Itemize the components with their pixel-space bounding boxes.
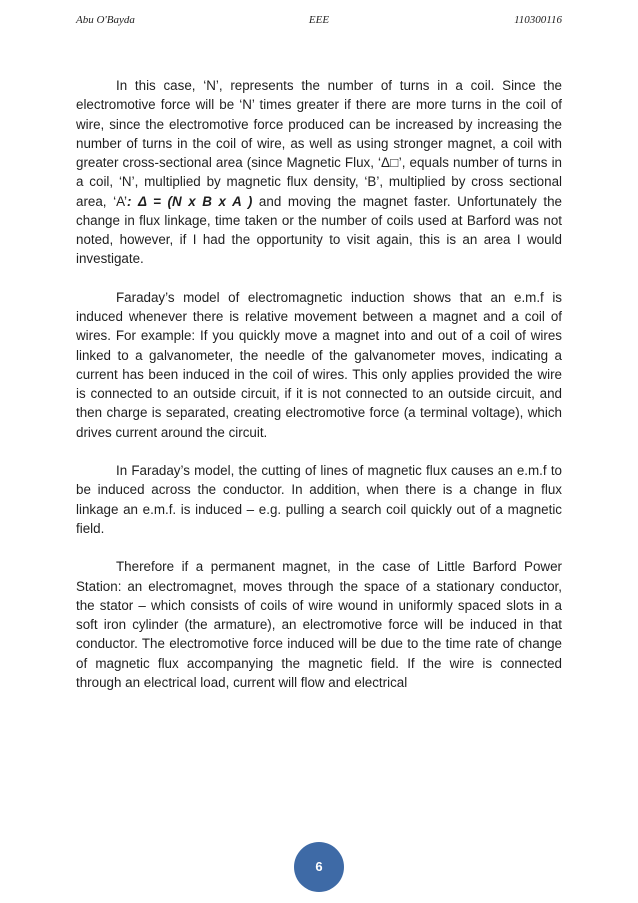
page-header bbox=[76, 14, 562, 30]
paragraph-1 bbox=[76, 76, 562, 269]
header-id: 110300116 bbox=[514, 14, 562, 26]
paragraph-3: In Faraday’s model, the cutting of lines of magnetic flux causes an e.m.f to be induced across the conductor. In addition, when there is a change in flux linkage an e.m.f. is induced – e.g. pulling a search coil quickly out of a magnetic field. bbox=[76, 463, 562, 536]
paragraph-4: Therefore if a permanent magnet, in the case of Little Barford Power Station: an electromagnet, moves through the space of a stationary conductor, the stator – which consists of coils of wire wound in uniformly spaced slots in a soft iron cylinder (the armature), an electromotive force will be induced in that conductor. The electromotive force induced will be due to the time rate of change of magnetic flux accompanying the magnetic field. If the wire is connected through an electrical load, current will flow and electrical bbox=[76, 559, 562, 690]
flux-formula: : Δ = (N x B x A ) bbox=[127, 193, 253, 209]
paragraph-1-text-a: In this case, ‘N’, represents the number of turns in a coil. Since the electromotive force will be ‘N’ times greater if there are more turns in the coil of wire, since the electromotive force produced can be increased by increasing the number of turns in the coil of wire, as well as using stronger magnet, a coil with greater cross-sectional area (since Magnetic Flux, ‘Δ□’, equals number of turns in a coil, ‘N’, multiplied by magnetic flux density, ‘B’, multiplied by cross sectional area, ‘A’ bbox=[76, 78, 562, 209]
page-number-badge: 6 bbox=[294, 842, 344, 892]
header-subject: EEE bbox=[308, 14, 330, 26]
paragraph-2: Faraday’s model of electromagnetic induction shows that an e.m.f is induced whenever there is relative movement between a magnet and a coil of wires. For example: If you quickly move a magnet into and out of a coil of wires linked to a galvanometer, the needle of the galvanometer moves, indicating a current has been induced in the coil of wires. This only applies provided the wire is connected to an outside circuit, if it is not connected to an outside circuit, and then charge is separated, creating electromotive force (a terminal voltage), which drives current around the circuit. bbox=[76, 289, 562, 440]
document-body bbox=[76, 76, 562, 711]
header-author: Abu O'Bayda bbox=[76, 14, 135, 26]
paragraph-1-text-b: and moving the magnet faster. Unfortunately the change in flux linkage, time taken or the number of coils used at Barford was not noted, however, if I had the opportunity to visit again, this is an area I would investigate. bbox=[76, 193, 562, 267]
